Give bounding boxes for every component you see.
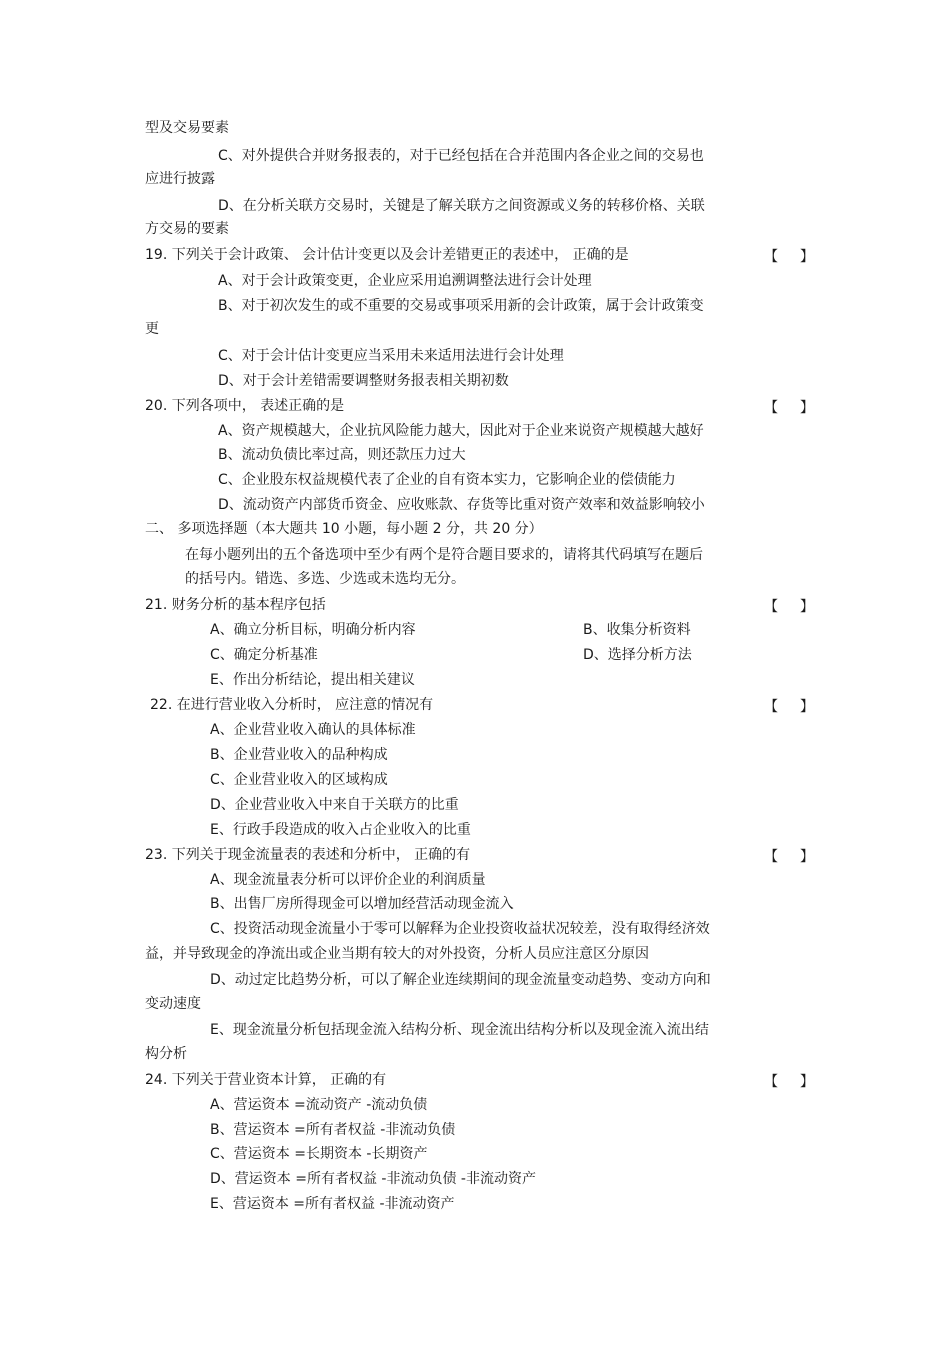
option-c: C、企业股东权益规模代表了企业的自有资本实力，它影响企业的偿债能力 <box>218 472 676 488</box>
question-21: 21. 财务分析的基本程序包括 <box>145 597 326 613</box>
option-b: B、收集分析资料 <box>583 622 691 638</box>
option-b: B、营运资本 =所有者权益 -非流动负债 <box>210 1122 456 1138</box>
answer-bracket-24 <box>764 1071 814 1091</box>
text-line: 构分析 <box>145 1046 187 1062</box>
bracket-right: 】 <box>800 1074 814 1090</box>
option-b: B、对于初次发生的或不重要的交易或事项采用新的会计政策，属于会计政策变 <box>218 298 704 314</box>
option-d: D、动过定比趋势分析，可以了解企业连续期间的现金流量变动趋势、变动方向和 <box>210 972 711 988</box>
option-d: D、在分析关联方交易时，关键是了解关联方之间资源或义务的转移价格、关联 <box>218 198 705 214</box>
option-c: C、对外提供合并财务报表的，对于已经包括在合并范围内各企业之间的交易也 <box>218 148 704 164</box>
question-24: 24. 下列关于营业资本计算， 正确的有 <box>145 1072 387 1088</box>
answer-bracket-23 <box>764 846 814 866</box>
question-22: 22. 在进行营业收入分析时， 应注意的情况有 <box>150 697 434 713</box>
option-e: E、作出分析结论，提出相关建议 <box>210 672 415 688</box>
section-instructions: 在每小题列出的五个备选项中至少有两个是符合题目要求的，请将其代码填写在题后 <box>185 547 703 563</box>
question-19: 19. 下列关于会计政策、 会计估计变更以及会计差错更正的表述中， 正确的是 <box>145 247 629 263</box>
option-e: E、营运资本 =所有者权益 -非流动资产 <box>210 1196 455 1212</box>
section-instructions: 的括号内。错选、多选、少选或未选均无分。 <box>185 571 465 587</box>
answer-bracket-21 <box>764 596 814 616</box>
option-d: D、选择分析方法 <box>583 647 692 663</box>
bracket-left: 【 <box>764 400 778 416</box>
option-d: D、营运资本 =所有者权益 -非流动负债 -非流动资产 <box>210 1171 536 1187</box>
option-c: C、企业营业收入的区域构成 <box>210 772 388 788</box>
bracket-right: 】 <box>800 849 814 865</box>
option-a: A、企业营业收入确认的具体标准 <box>210 722 416 738</box>
option-c: C、对于会计估计变更应当采用未来适用法进行会计处理 <box>218 348 564 364</box>
question-20: 20. 下列各项中， 表述正确的是 <box>145 398 345 414</box>
option-b: B、出售厂房所得现金可以增加经营活动现金流入 <box>210 896 514 912</box>
option-c: C、投资活动现金流量小于零可以解释为企业投资收益状况较差，没有取得经济效 <box>210 921 710 937</box>
option-b: B、流动负债比率过高，则还款压力过大 <box>218 447 466 463</box>
question-23: 23. 下列关于现金流量表的表述和分析中， 正确的有 <box>145 847 471 863</box>
bracket-left: 【 <box>764 249 778 265</box>
text-line: 更 <box>145 321 159 337</box>
option-e: E、行政手段造成的收入占企业收入的比重 <box>210 822 471 838</box>
answer-bracket-22 <box>764 696 814 716</box>
option-d: D、企业营业收入中来自于关联方的比重 <box>210 797 459 813</box>
section-heading: 二、 多项选择题（本大题共 10 小题，每小题 2 分，共 20 分） <box>145 521 543 537</box>
text-line: 益，并导致现金的净流出或企业当期有较大的对外投资，分析人员应注意区分原因 <box>145 946 649 962</box>
option-a: A、对于会计政策变更，企业应采用追溯调整法进行会计处理 <box>218 273 592 289</box>
bracket-left: 【 <box>764 599 778 615</box>
option-e: E、现金流量分析包括现金流入结构分析、现金流出结构分析以及现金流入流出结 <box>210 1022 709 1038</box>
option-a: A、现金流量表分析可以评价企业的利润质量 <box>210 872 486 888</box>
text-line: 变动速度 <box>145 996 201 1012</box>
bracket-right: 】 <box>800 400 814 416</box>
text-line: 应进行披露 <box>145 171 215 187</box>
text-line: 型及交易要素 <box>145 120 229 136</box>
text-line: 方交易的要素 <box>145 221 229 237</box>
bracket-right: 】 <box>800 249 814 265</box>
option-d: D、对于会计差错需要调整财务报表相关期初数 <box>218 373 509 389</box>
option-d: D、流动资产内部货币资金、应收账款、存货等比重对资产效率和效益影响较小 <box>218 497 705 513</box>
answer-bracket-20 <box>764 397 814 417</box>
bracket-left: 【 <box>764 1074 778 1090</box>
option-c: C、确定分析基准 <box>210 647 318 663</box>
bracket-left: 【 <box>764 699 778 715</box>
option-a: A、资产规模越大，企业抗风险能力越大，因此对于企业来说资产规模越大越好 <box>218 423 704 439</box>
bracket-right: 】 <box>800 599 814 615</box>
answer-bracket-19 <box>764 246 814 266</box>
option-b: B、企业营业收入的品种构成 <box>210 747 388 763</box>
option-a: A、确立分析目标，明确分析内容 <box>210 622 416 638</box>
bracket-right: 】 <box>800 699 814 715</box>
option-c: C、营运资本 =长期资本 -长期资产 <box>210 1146 428 1162</box>
bracket-left: 【 <box>764 849 778 865</box>
option-a: A、营运资本 =流动资产 -流动负债 <box>210 1097 428 1113</box>
